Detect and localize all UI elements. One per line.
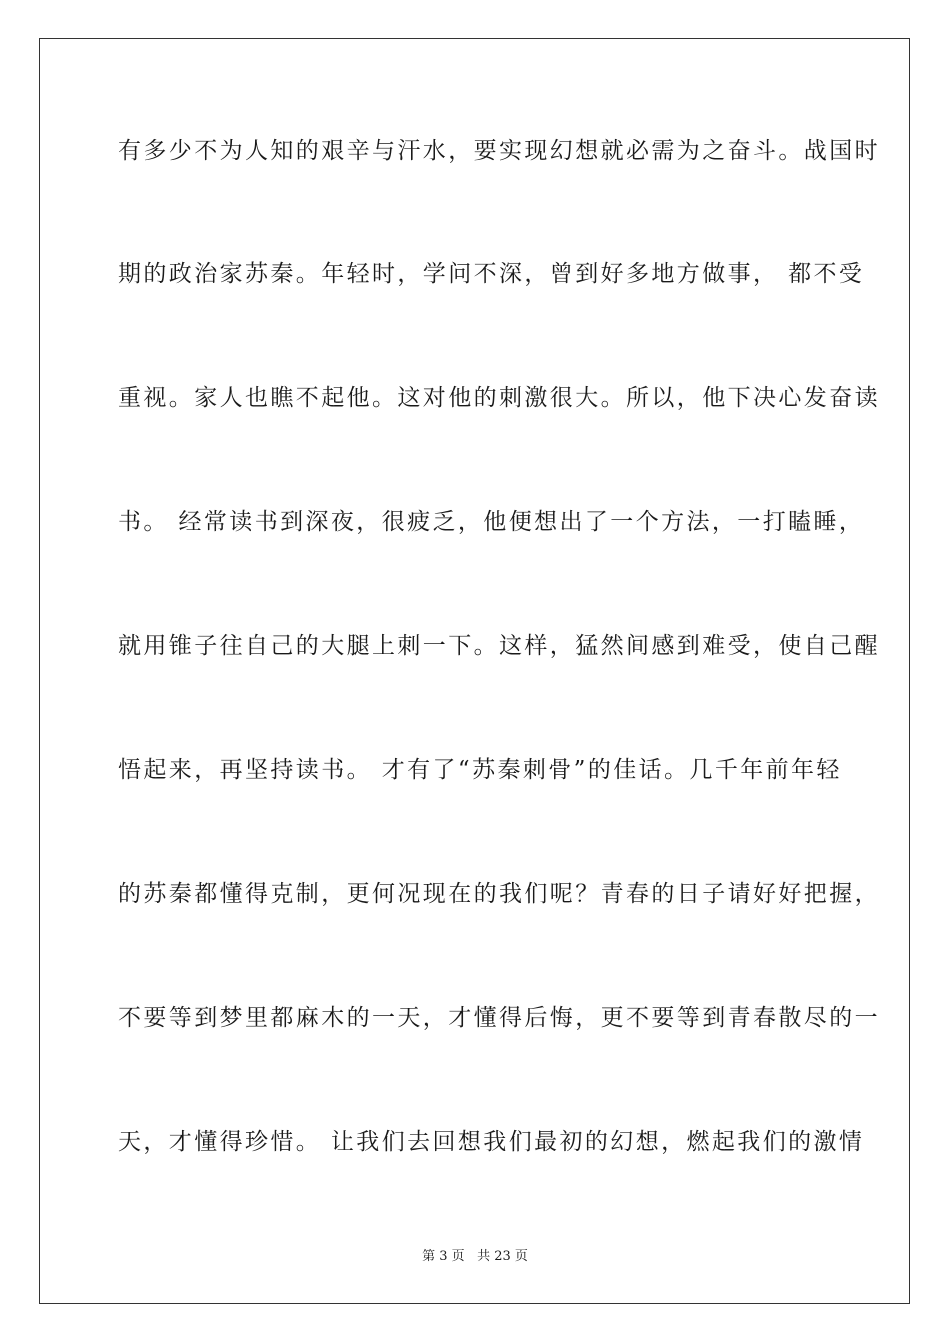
text-line-4: 书。 经常读书到深夜，很疲乏，他便想出了一个方法，一打瞌睡， — [118, 509, 865, 535]
page-total: 共 23 页 — [477, 1249, 528, 1264]
text-line-9: 天，才懂得珍惜。 让我们去回想我们最初的幻想，燃起我们的激情 — [118, 1129, 865, 1155]
text-line-6: 悟起来，再坚持读书。 才有了“苏秦刺骨”的佳话。几千年前年轻 — [118, 757, 842, 783]
page-border — [39, 38, 910, 1304]
text-line-3: 重视。家人也瞧不起他。这对他的刺激很大。所以，他下决心发奋读 — [118, 385, 880, 411]
text-line-8: 不要等到梦里都麻木的一天，才懂得后悔，更不要等到青春散尽的一 — [118, 1005, 880, 1031]
text-line-7: 的苏秦都懂得克制，更何况现在的我们呢？青春的日子请好好把握， — [118, 881, 880, 907]
page-number: 第 3 页 — [422, 1249, 465, 1264]
text-line-2: 期的政治家苏秦。年轻时，学问不深，曾到好多地方做事， 都不受 — [118, 261, 865, 287]
text-line-1: 有多少不为人知的艰辛与汗水，要实现幻想就必需为之奋斗。战国时 — [118, 138, 880, 164]
page-footer — [0, 1245, 950, 1264]
text-line-5: 就用锥子往自己的大腿上刺一下。这样，猛然间感到难受，使自己醒 — [118, 633, 880, 659]
